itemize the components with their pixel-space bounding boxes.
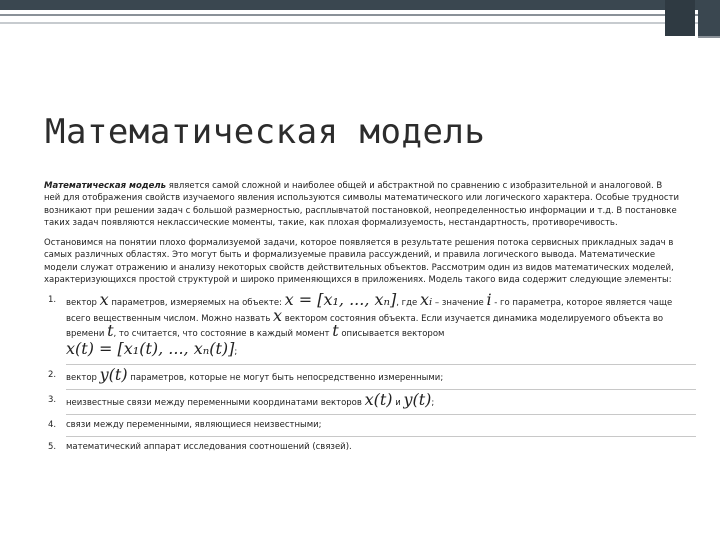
item-text: и bbox=[392, 397, 404, 408]
top-rule-line bbox=[0, 14, 700, 16]
item-text: связи между переменными, являющиеся неизвестными; bbox=[66, 420, 322, 431]
list-number: 2. bbox=[48, 369, 57, 380]
equation-line bbox=[66, 339, 680, 359]
math-expression: y(t) bbox=[403, 389, 432, 409]
item-text: вектор bbox=[66, 298, 100, 309]
list-number: 3. bbox=[48, 394, 57, 405]
list-number: 4. bbox=[48, 420, 57, 431]
item-text: ; bbox=[234, 347, 238, 358]
top-rule-line-light bbox=[0, 22, 700, 24]
item-divider bbox=[66, 414, 696, 415]
item-text: вектор bbox=[66, 372, 100, 383]
slide-title: Математическая модель bbox=[45, 112, 486, 152]
item-text: описывается вектором bbox=[338, 328, 445, 339]
item-text: , где bbox=[396, 298, 420, 309]
top-corner-tab bbox=[665, 0, 695, 36]
top-corner-tab-right bbox=[698, 0, 720, 36]
math-expression: x = [x₁, ..., xₙ] bbox=[284, 290, 397, 310]
list-item bbox=[44, 441, 680, 453]
definition-text: является самой сложной и наиболее общей и абстрактной по сравнению с изобразительной и аналоговой. В ней для отображения свойств изучаемого явления используются символы математического или логического характера. Особые трудности возникают при решении задач с большой размерностью, расплывчатой постановкой, неопределенностью информации и т.д. В постановке таких задач появляются неклассические моменты, такие, как плохая формализуемость, нестандартность, противоречивость. bbox=[44, 181, 680, 228]
item-text: - го параметра, которое является чаще всего вещественным числом. Можно назвать bbox=[66, 298, 673, 324]
math-expression: x bbox=[273, 305, 283, 325]
paragraph-model-elements-intro: Остановимся на понятии плохо формализуемой задачи, которое появляется в результате решения потока сервисных прикладных задач в самых различных областях. Это могут быть и формализуемые правила рассуждений, и правила логического вывода. Математические модели служат отражению и анализу некоторых свойств действительных объектов. Рассмотрим один из видов математических моделей, характеризующихся простой структурой и широко применяющихся в приложениях. Модель такого вида содержит следующие элементы: bbox=[44, 238, 674, 286]
slide-top-decoration bbox=[0, 0, 720, 36]
defined-term: Математическая модель bbox=[44, 181, 167, 191]
math-expression: i bbox=[486, 290, 492, 310]
item-text: параметров, которые не могут быть непосредственно измеренными; bbox=[127, 372, 444, 383]
slide-body bbox=[44, 180, 680, 458]
list-number: 1. bbox=[48, 295, 57, 306]
item-divider bbox=[66, 436, 696, 437]
state-vector-equation: x(t) = [x₁(t), ..., xₙ(t)] bbox=[66, 339, 235, 359]
list-item bbox=[44, 290, 680, 364]
item-text: ; bbox=[431, 397, 435, 408]
list-number: 5. bbox=[48, 442, 57, 453]
item-text: неизвестные связи между переменными координатами векторов bbox=[66, 397, 365, 408]
item-text: математический аппарат исследования соотношений (связей). bbox=[66, 442, 352, 453]
list-item bbox=[44, 364, 680, 390]
math-expression: xᵢ bbox=[419, 290, 433, 310]
model-elements-list bbox=[44, 290, 680, 453]
item-text: – значение bbox=[432, 298, 487, 309]
list-item bbox=[44, 419, 680, 437]
list-item bbox=[44, 389, 680, 415]
paragraph-definition bbox=[44, 180, 680, 229]
math-expression: y(t) bbox=[99, 364, 128, 384]
math-expression: t bbox=[107, 320, 114, 340]
item-divider bbox=[66, 364, 696, 365]
item-text: вектором состояния объекта. Если изучается динамика моделируемого объекта во времени bbox=[66, 313, 664, 339]
item-text: параметров, измеряемых на объекте: bbox=[108, 298, 285, 309]
item-text: , то считается, что состояние в каждый момент bbox=[113, 328, 333, 339]
top-dark-band bbox=[0, 0, 700, 10]
math-expression: x(t) bbox=[364, 389, 393, 409]
math-expression: t bbox=[332, 320, 339, 340]
math-expression: x bbox=[99, 290, 109, 310]
